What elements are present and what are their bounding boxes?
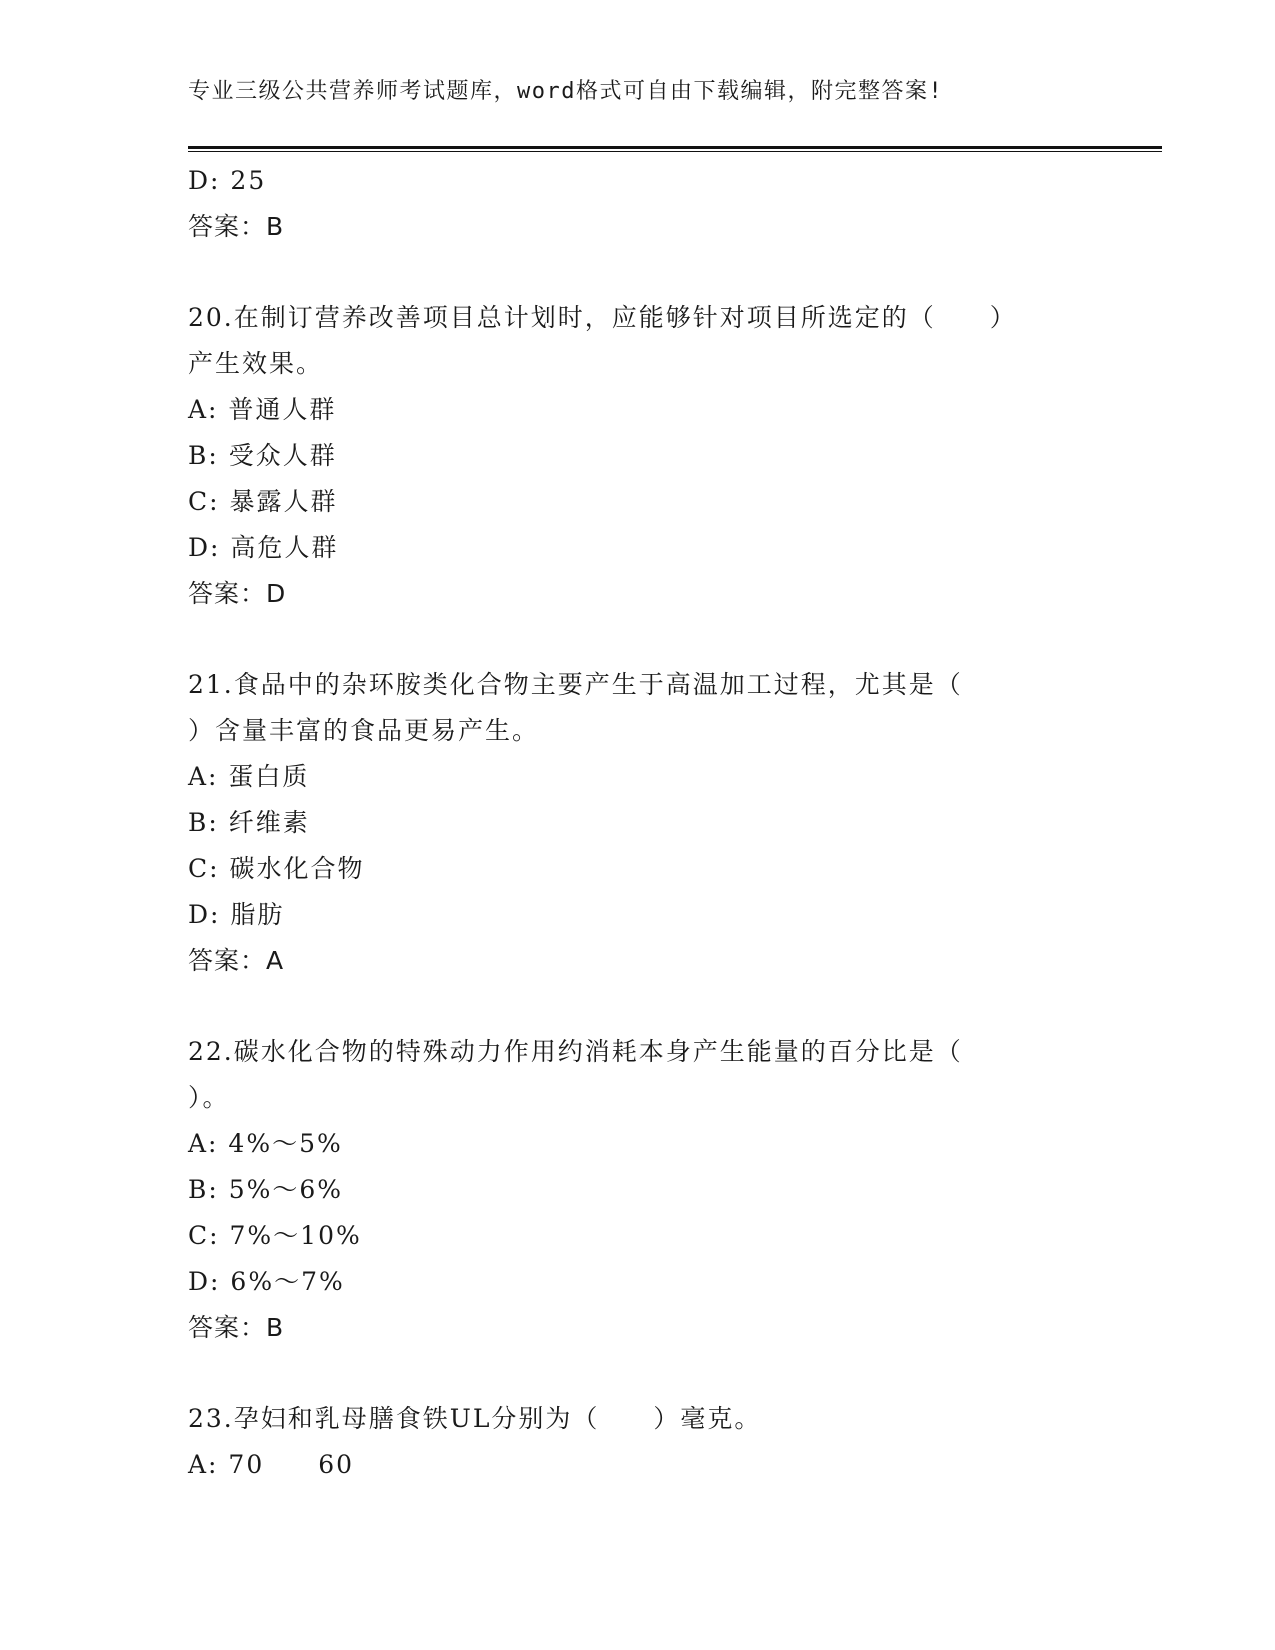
option-d: D: 高危人群 [188, 533, 339, 562]
page-header: 专业三级公共营养师考试题库，word格式可自由下载编辑，附完整答案! [188, 79, 944, 104]
answer-line: 答案：A [188, 946, 285, 975]
question-stem-cont: ）含量丰富的食品更易产生。 [188, 716, 540, 745]
option-d: D: 6%～7% [188, 1267, 345, 1296]
header-rule-thick [188, 146, 1162, 149]
option-c: C: 碳水化合物 [188, 854, 365, 883]
question-stem: 20.在制订营养改善项目总计划时，应能够针对项目所选定的（ ） [188, 303, 1017, 332]
option-c: C: 暴露人群 [188, 487, 338, 516]
question-stem-cont: ）。 [188, 1083, 230, 1112]
option-d: D: 25 [188, 166, 267, 195]
question-23 [188, 1396, 1088, 1488]
option-d: D: 脂肪 [188, 900, 285, 929]
option-c: C: 7%～10% [188, 1221, 362, 1250]
header-rule-thin [188, 151, 1162, 152]
question-list [188, 158, 1088, 1488]
option-b: B: 纤维素 [188, 808, 310, 837]
option-b: B: 5%～6% [188, 1175, 344, 1204]
answer-line: 答案：B [188, 212, 285, 241]
option-a: A: 70 60 [188, 1450, 355, 1479]
question-21 [188, 662, 1088, 984]
question-stem: 23.孕妇和乳母膳食铁UL分别为（ ）毫克。 [188, 1404, 762, 1433]
question-20 [188, 295, 1088, 617]
answer-line: 答案：D [188, 579, 287, 608]
question-stem-cont: 产生效果。 [188, 349, 324, 378]
question-stem: 22.碳水化合物的特殊动力作用约消耗本身产生能量的百分比是（ [188, 1037, 963, 1066]
question-stem: 21.食品中的杂环胺类化合物主要产生于高温加工过程，尤其是（ [188, 670, 963, 699]
option-b: B: 受众人群 [188, 441, 337, 470]
question-22 [188, 1029, 1088, 1351]
answer-line: 答案：B [188, 1313, 285, 1342]
option-a: A: 4%～5% [188, 1129, 343, 1158]
option-a: A: 蛋白质 [188, 762, 310, 791]
option-a: A: 普通人群 [188, 395, 337, 424]
